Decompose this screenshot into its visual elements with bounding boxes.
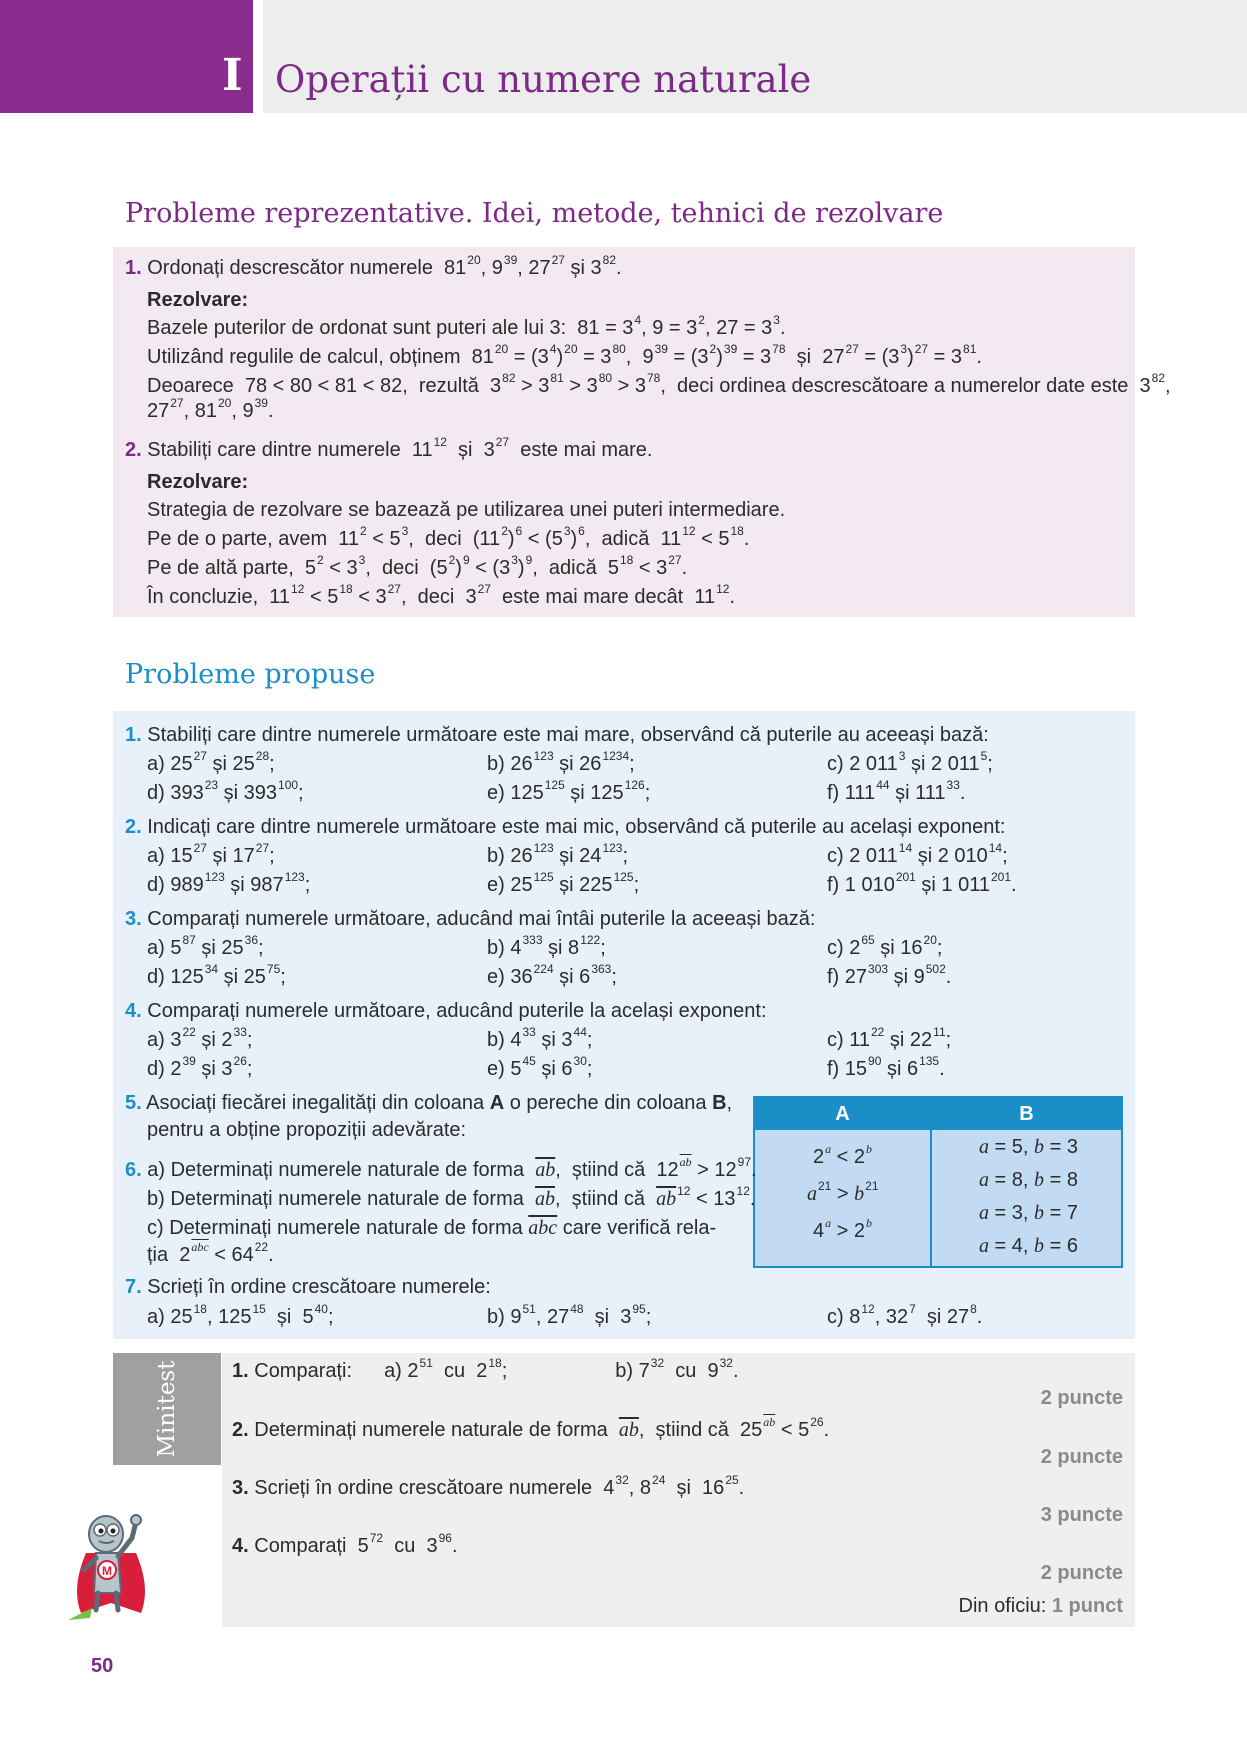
solution-label-2: Rezolvare: <box>147 471 249 493</box>
proposed-problem-1: 1. Stabiliți care dintre numerele următoare este mai mare, observând că puterile au aceeași bază: <box>125 724 989 746</box>
minitest-q4-points: 2 puncte <box>1040 1562 1123 1584</box>
p2-item-c: c) 2 $011^{14}$ și 2 $010^{14}$; <box>827 840 1008 867</box>
minitest-q2-points: 2 puncte <box>1040 1446 1123 1468</box>
p3-item-e: e) $36^{224}$ și $6^{363}$; <box>487 961 617 988</box>
mascot-illustration <box>66 1508 156 1628</box>
proposed-problem-6-b: b) Determinați numerele naturale de forma $\overline{ab}$, știind că $\overline{ab}^{12} < 13^{12}$. <box>147 1183 756 1210</box>
p4-item-c: c) $11^{22}$ și $22^{11}$; <box>827 1024 952 1051</box>
p4-item-f: f) $15^{90}$ și $6^{135}$. <box>827 1053 945 1080</box>
solution-2-line-1: Strategia de rezolvare se bazează pe utilizarea unei puteri intermediare. <box>147 499 786 521</box>
p7-item-c: c) $8^{12}$, $32^7$ și $27^8$. <box>827 1301 983 1328</box>
p1-item-b: b) $26^{123}$ și $26^{1234}$; <box>487 748 635 775</box>
minitest-q1: 1. Comparați: a) $2^{51}$ cu $2^{18}$; b) $7^{32}$ cu $9^{32}$. <box>232 1355 739 1382</box>
proposed-problem-5-line-1: 5. Asociați fiecărei inegalități din coloana A o pereche din coloana B, <box>125 1092 733 1114</box>
solved-problem-1-statement: 1. Ordonați descrescător numerele $81^{20}$, $9^{39}$, $27^{27}$ și $3^{82}$. <box>125 252 622 279</box>
col-b-row-4: a = 4, b = 6 <box>979 1235 1078 1257</box>
minitest-q3: 3. Scrieți în ordine crescătoare numerele $4^{32}$, $8^{24}$ și $16^{25}$. <box>232 1472 745 1499</box>
solution-1-line-4: $27^{27}$, $81^{20}$, $9^{39}$. <box>147 395 274 422</box>
p3-item-d: d) $125^{34}$ și $25^{75}$; <box>147 961 286 988</box>
chapter-number: I <box>222 50 243 101</box>
solution-1-line-2: Utilizând regulile de calcul, obținem $81^{20} = (3^4)^{20} = 3^{80}$, $9^{39} = (3^2)^{39} = 3^{78}$ și $27^{27} = (3^3)^{27} = 3^{81}$. <box>147 341 982 368</box>
p1-item-a: a) $25^{27}$ și $25^{28}$; <box>147 748 275 775</box>
col-b-row-2: a = 8, b = 8 <box>979 1169 1078 1191</box>
p1-item-e: e) $125^{125}$ și $125^{126}$; <box>487 777 651 804</box>
p4-item-d: d) $2^{39}$ și $3^{26}$; <box>147 1053 253 1080</box>
col-b-row-1: a = 5, b = 3 <box>979 1136 1078 1158</box>
p1-item-d: d) $393^{23}$ și $393^{100}$; <box>147 777 304 804</box>
proposed-problem-6-a: 6. a) Determinați numerele naturale de forma $\overline{ab}$, știind că $12^{\overline{ab}} > 12^{97}$. <box>125 1154 757 1181</box>
p1-item-f: f) $111^{44}$ și $111^{33}$. <box>827 777 966 804</box>
column-divider <box>930 1098 932 1268</box>
minitest-q2: 2. Determinați numerele naturale de forma $\overline{ab}$, știind că $25^{\overline{ab}} < 5^{26}$. <box>232 1414 830 1441</box>
solution-1-line-3: Deoarece 78 < 80 < 81 < 82, rezultă $3^{82} > 3^{81} > 3^{80} > 3^{78}$, deci ordinea descrescătoare a numerelor date este $3^{82}$, <box>147 370 1171 397</box>
p2-item-d: d) $989^{123}$ și $987^{123}$; <box>147 869 311 896</box>
section-solved-title: Probleme reprezentative. Idei, metode, tehnici de rezolvare <box>125 198 944 229</box>
p3-item-a: a) $5^{87}$ și $25^{36}$; <box>147 932 264 959</box>
proposed-problem-2: 2. Indicați care dintre numerele următoare este mai mic, observând că puterile au același exponent: <box>125 816 1006 838</box>
column-b-header: B <box>932 1098 1121 1130</box>
proposed-problem-6-c-line-2: ția $2^{\overline{abc}} < 64^{22}$. <box>147 1239 274 1266</box>
p3-item-b: b) $4^{333}$ și $8^{122}$; <box>487 932 606 959</box>
col-b-row-3: a = 3, b = 7 <box>979 1202 1078 1224</box>
svg-text:M: M <box>102 1564 112 1578</box>
proposed-problem-5-line-2: pentru a obține propoziții adevărate: <box>147 1119 467 1141</box>
p3-item-f: f) $27^{303}$ și $9^{502}$. <box>827 961 952 988</box>
p7-item-b: b) $9^{51}$, $27^{48}$ și $3^{95}$; <box>487 1301 652 1328</box>
p2-item-a: a) $15^{27}$ și $17^{27}$; <box>147 840 275 867</box>
association-table <box>753 1096 1123 1268</box>
solved-problem-2-statement: 2. Stabiliți care dintre numerele $11^{12}$ și $3^{27}$ este mai mare. <box>125 434 653 461</box>
p2-item-b: b) $26^{123}$ și $24^{123}$; <box>487 840 629 867</box>
minitest-label: Minitest <box>154 1360 180 1458</box>
minitest-q4: 4. Comparați $5^{72}$ cu $3^{96}$. <box>232 1530 458 1557</box>
p4-item-e: e) $5^{45}$ și $6^{30}$; <box>487 1053 593 1080</box>
chapter-block <box>0 0 253 113</box>
minitest-q3-points: 3 puncte <box>1040 1504 1123 1526</box>
solution-1-line-1: Bazele puterilor de ordonat sunt puteri ale lui 3: $81 = 3^4$, $9 = 3^2$, $27 = 3^3$. <box>147 312 786 339</box>
p3-item-c: c) $2^{65}$ și $16^{20}$; <box>827 932 943 959</box>
p1-item-c: c) 2 $011^3$ și 2 $011^5$; <box>827 748 993 775</box>
col-a-row-1: $2^a < 2^b$ <box>813 1141 873 1168</box>
minitest-oficiu: Din oficiu: 1 punct <box>958 1595 1123 1617</box>
chapter-title: Operații cu numere naturale <box>275 58 812 101</box>
proposed-problem-3: 3. Comparați numerele următoare, aducând mai întâi puterile la aceeași bază: <box>125 908 816 930</box>
p2-item-e: e) $25^{125}$ și $225^{125}$; <box>487 869 640 896</box>
p2-item-f: f) 1 $010^{201}$ și 1 $011^{201}$. <box>827 869 1017 896</box>
solution-2-line-2: Pe de o parte, avem $11^2 < 5^3$, deci $(11^2)^6 < (5^3)^6$, adică $11^{12} < 5^{18}$. <box>147 523 750 550</box>
column-a-header: A <box>755 1098 930 1130</box>
proposed-problem-4: 4. Comparați numerele următoare, aducând puterile la același exponent: <box>125 1000 767 1022</box>
minitest-q1-points: 2 puncte <box>1040 1387 1123 1409</box>
p4-item-a: a) $3^{22}$ și $2^{33}$; <box>147 1024 253 1051</box>
section-proposed-title: Probleme propuse <box>125 659 376 690</box>
col-a-row-2: $a^{21} > b^{21}$ <box>807 1178 879 1205</box>
p7-item-a: a) $25^{18}$, $125^{15}$ și $5^{40}$; <box>147 1301 334 1328</box>
page-number: 50 <box>91 1655 114 1677</box>
solution-2-line-4: În concluzie, $11^{12} < 5^{18} < 3^{27}$, deci $3^{27}$ este mai mare decât $11^{12}$. <box>147 581 736 608</box>
proposed-problem-7: 7. Scrieți în ordine crescătoare numerele: <box>125 1276 491 1298</box>
col-a-row-3: $4^a > 2^b$ <box>813 1215 873 1242</box>
solution-2-line-3: Pe de altă parte, $5^2 < 3^3$, deci $(5^2)^9 < (3^3)^9$, adică $5^{18} < 3^{27}$. <box>147 552 688 579</box>
proposed-problem-6-c-line-1: c) Determinați numerele naturale de forma $\overline{abc}$ care verifică rela- <box>147 1217 717 1239</box>
solution-label-1: Rezolvare: <box>147 289 249 311</box>
p4-item-b: b) $4^{33}$ și $3^{44}$; <box>487 1024 593 1051</box>
